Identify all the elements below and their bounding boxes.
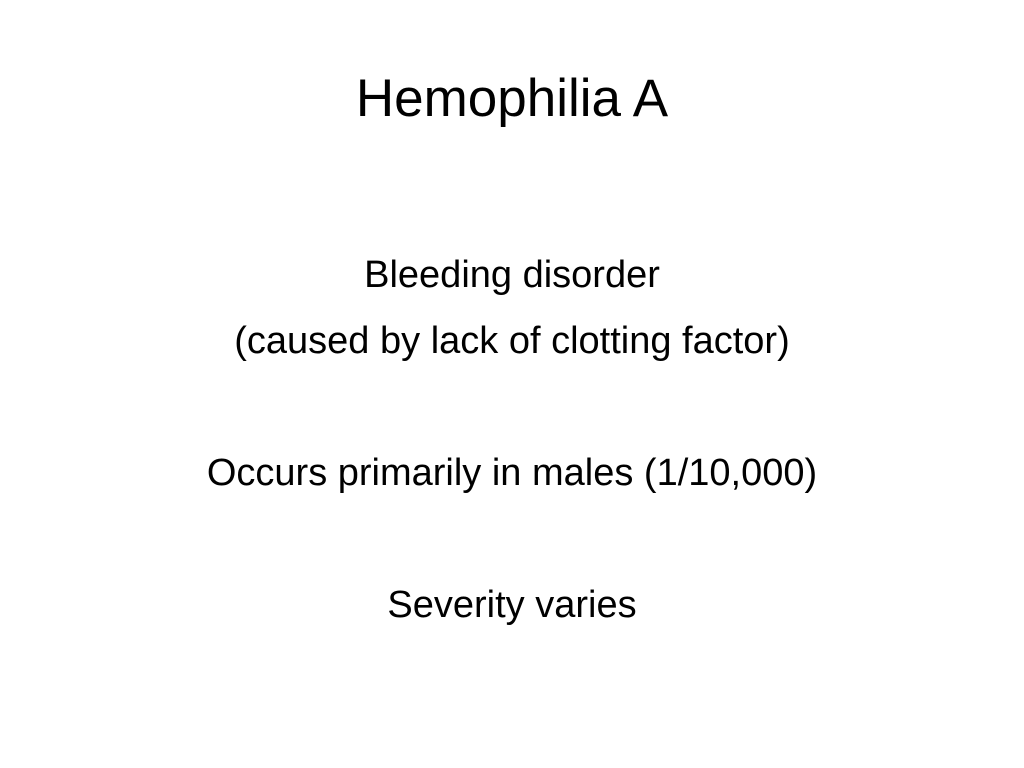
body-spacer: [0, 376, 1024, 442]
slide-title: Hemophilia A: [355, 69, 669, 128]
body-line-bleeding-disorder: Bleeding disorder: [364, 254, 660, 296]
body-spacer: [0, 508, 1024, 574]
slide-body: [0, 244, 1024, 640]
body-line-cause: (caused by lack of clotting factor): [234, 320, 790, 362]
body-line-severity: Severity varies: [387, 584, 637, 626]
body-line-occurrence: Occurs primarily in males (1/10,000): [206, 452, 818, 494]
